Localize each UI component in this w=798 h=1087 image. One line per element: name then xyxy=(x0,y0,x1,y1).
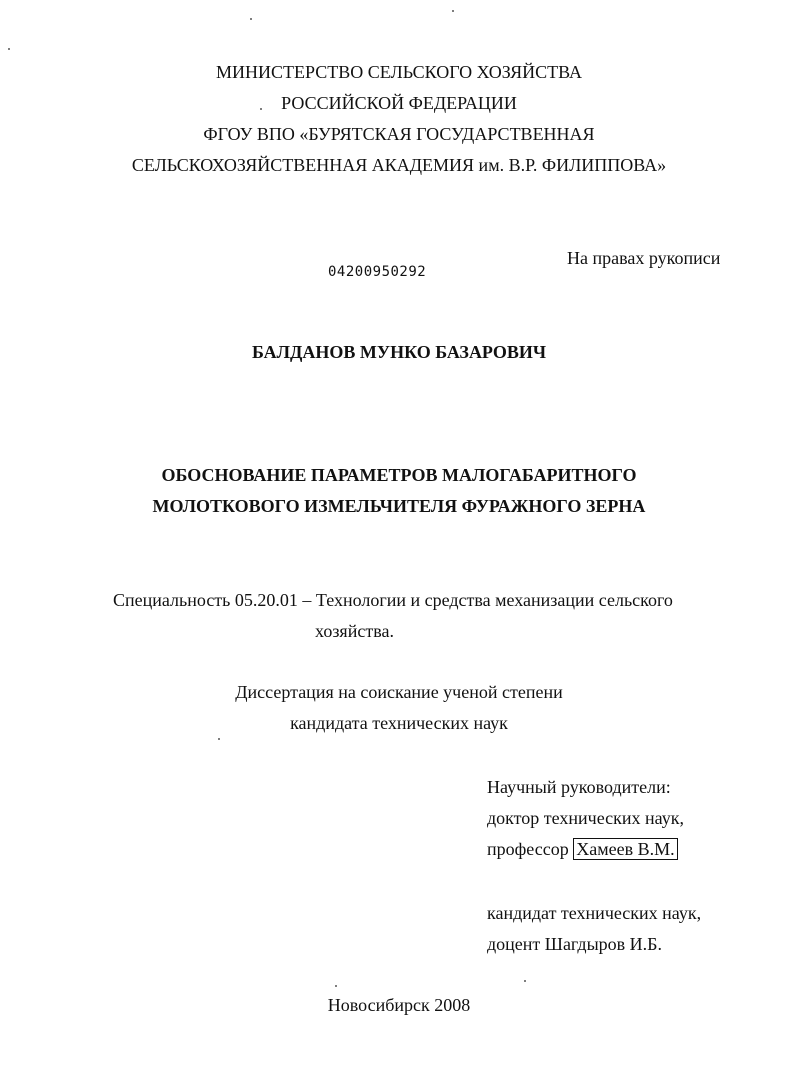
specialty-line-1: Специальность 05.20.01 – Технологии и средства механизации сельского xyxy=(113,590,673,610)
scan-speck xyxy=(218,738,220,740)
supervisor-2-rank-name: доцент Шагдыров И.Б. xyxy=(487,934,662,954)
ministry-line-2: РОССИЙСКОЙ ФЕДЕРАЦИИ xyxy=(281,93,517,113)
specialty-line-2: хозяйства. xyxy=(315,621,394,641)
catalog-number: 04200950292 xyxy=(328,264,427,280)
supervisors-heading: Научный руководители: xyxy=(487,777,671,797)
dissertation-line-2: кандидата технических наук xyxy=(290,713,508,733)
title-line-1: ОБОСНОВАНИЕ ПАРАМЕТРОВ МАЛОГАБАРИТНОГО xyxy=(161,465,637,485)
ministry-line-1: МИНИСТЕРСТВО СЕЛЬСКОГО ХОЗЯЙСТВА xyxy=(216,62,582,82)
supervisor-1-degree: доктор технических наук, xyxy=(487,808,684,828)
scan-speck xyxy=(524,980,526,982)
scan-speck xyxy=(452,10,454,12)
city-year: Новосибирск 2008 xyxy=(327,995,471,1015)
supervisor-1-name: Хамеев В.М. xyxy=(573,838,677,860)
supervisor-1-rank: профессор xyxy=(487,839,569,859)
rights-note: На правах рукописи xyxy=(567,248,721,268)
dissertation-line-1: Диссертация на соискание ученой степени xyxy=(235,682,563,702)
academy-line-1: ФГОУ ВПО «БУРЯТСКАЯ ГОСУДАРСТВЕННАЯ xyxy=(203,124,595,144)
scan-speck xyxy=(250,18,252,20)
author-name: БАЛДАНОВ МУНКО БАЗАРОВИЧ xyxy=(251,342,547,362)
title-line-2: МОЛОТКОВОГО ИЗМЕЛЬЧИТЕЛЯ ФУРАЖНОГО ЗЕРНА xyxy=(152,496,646,516)
scan-speck xyxy=(335,985,337,987)
supervisor-1-line xyxy=(487,840,678,858)
academy-line-2: СЕЛЬСКОХОЗЯЙСТВЕННАЯ АКАДЕМИЯ им. В.Р. ФИЛИППОВА» xyxy=(131,155,667,175)
supervisor-2-degree: кандидат технических наук, xyxy=(487,903,702,923)
scan-speck xyxy=(8,48,10,50)
